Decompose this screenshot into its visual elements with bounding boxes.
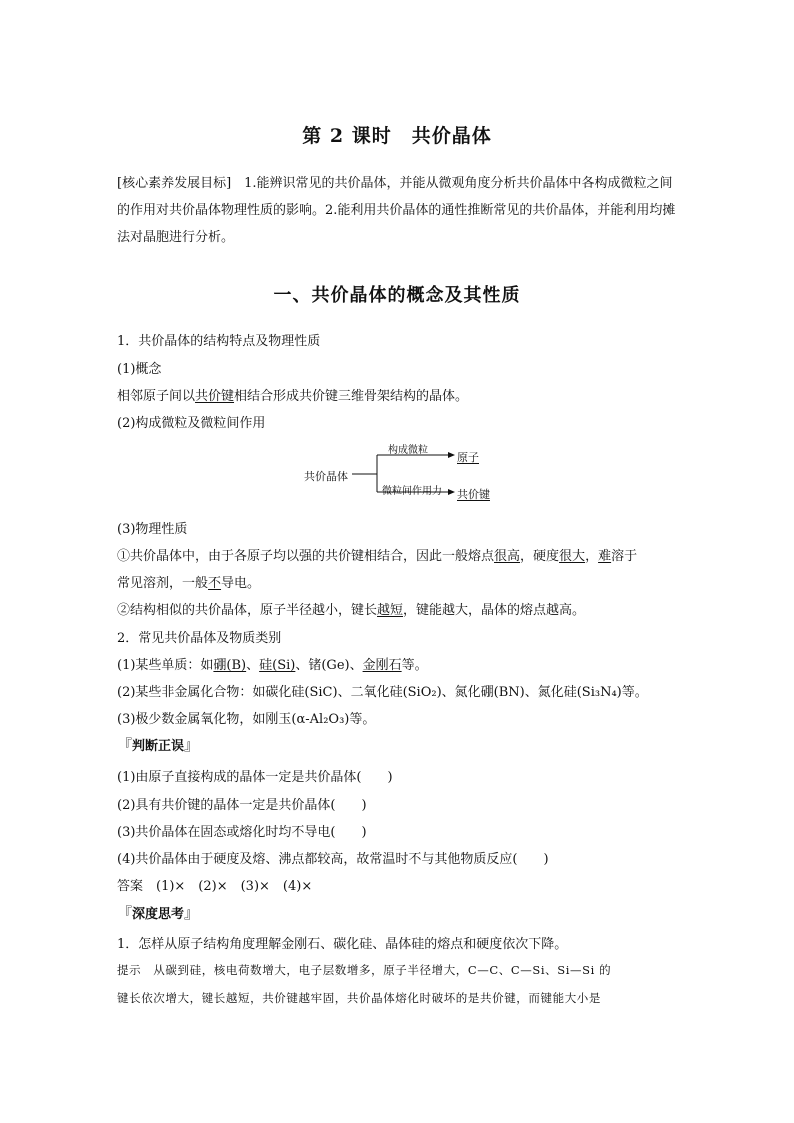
subsection-heading-1: 1．共价晶体的结构特点及物理性质 bbox=[117, 334, 321, 349]
lesson-topic: 共价晶体 bbox=[411, 125, 492, 147]
subsection-heading-2: 2．常见共价晶体及物质类别 bbox=[117, 631, 282, 646]
diagram-top-label: 构成微粒 bbox=[388, 445, 428, 456]
properties-line-1: ①共价晶体中，由于各原子均以强的共价键相结合，因此一般熔点很高，硬度很大，难溶于 bbox=[117, 549, 638, 564]
concept-blank: 共价键 bbox=[195, 389, 235, 404]
core-objectives: [核心素养发展目标] 1.能辨识常见的共价晶体，并能从微观角度分析共价晶体中各构成微粒之间的作用对共价晶体物理性质的影响。2.能利用共价晶体的通性推断常见的共价晶体，并能利用均摊法对晶胞进行分析。 bbox=[117, 176, 676, 245]
lesson-title bbox=[0, 121, 794, 148]
judge-item-3: (3)共价晶体在固态或熔化时均不导电( ) bbox=[117, 825, 367, 840]
diagram-bottom-label: 微粒间作用力 bbox=[382, 486, 442, 497]
lesson-number: 第 2 课时 bbox=[302, 125, 392, 147]
diagram-top-result: 原子 bbox=[457, 451, 479, 464]
diagram-bottom-result: 共价键 bbox=[457, 488, 490, 501]
structure-diagram bbox=[300, 438, 500, 508]
judge-item-1: (1)由原子直接构成的晶体一定是共价晶体( ) bbox=[117, 770, 393, 785]
diagram-root: 共价晶体 bbox=[304, 470, 348, 483]
judge-marker: 『判断正误』 bbox=[117, 736, 200, 754]
particles-label: (2)构成微粒及微粒间作用 bbox=[117, 416, 266, 431]
properties-label: (3)物理性质 bbox=[117, 522, 188, 537]
crystal-types-line-3: (3)极少数金属氧化物，如刚玉(α-Al₂O₃)等。 bbox=[117, 712, 376, 727]
concept-text: 相邻原子间以共价键相结合形成共价键三维骨架结构的晶体。 bbox=[117, 389, 469, 404]
section-heading: 一、共价晶体的概念及其性质 bbox=[273, 285, 521, 306]
properties-line-2: 常见溶剂，一般不导电。 bbox=[117, 576, 261, 591]
hint-line-1: 提示 从碳到硅，核电荷数增大，电子层数增多，原子半径增大，C—C、C—Si、Si—Si 的 bbox=[117, 963, 612, 977]
judge-item-2: (2)具有共价键的晶体一定是共价晶体( ) bbox=[117, 798, 367, 813]
judge-item-4: (4)共价晶体由于硬度及熔、沸点都较高，故常温时不与其他物质反应( ) bbox=[117, 852, 549, 867]
crystal-types-line-1: (1)某些单质：如硼(B)、硅(Si)、锗(Ge)、金刚石等。 bbox=[117, 658, 428, 673]
properties-line-3: ②结构相似的共价晶体，原子半径越小，键长越短，键能越大，晶体的熔点越高。 bbox=[117, 603, 586, 618]
crystal-types-line-2: (2)某些非金属化合物：如碳化硅(SiC)、二氧化硅(SiO₂)、氮化硼(BN)、氮化硅(Si₃N₄)等。 bbox=[117, 685, 648, 700]
deep-thinking-marker: 『深度思考』 bbox=[117, 904, 200, 922]
deep-question-1: 1．怎样从原子结构角度理解金刚石、碳化硅、晶体硅的熔点和硬度依次下降。 bbox=[117, 937, 568, 952]
hint-line-2: 键长依次增大，键长越短，共价键越牢固，共价晶体熔化时破坏的是共价键，而键能大小是 bbox=[117, 991, 601, 1005]
concept-label: (1)概念 bbox=[117, 362, 162, 377]
judge-answer: 答案 (1)× (2)× (3)× (4)× bbox=[117, 879, 313, 894]
